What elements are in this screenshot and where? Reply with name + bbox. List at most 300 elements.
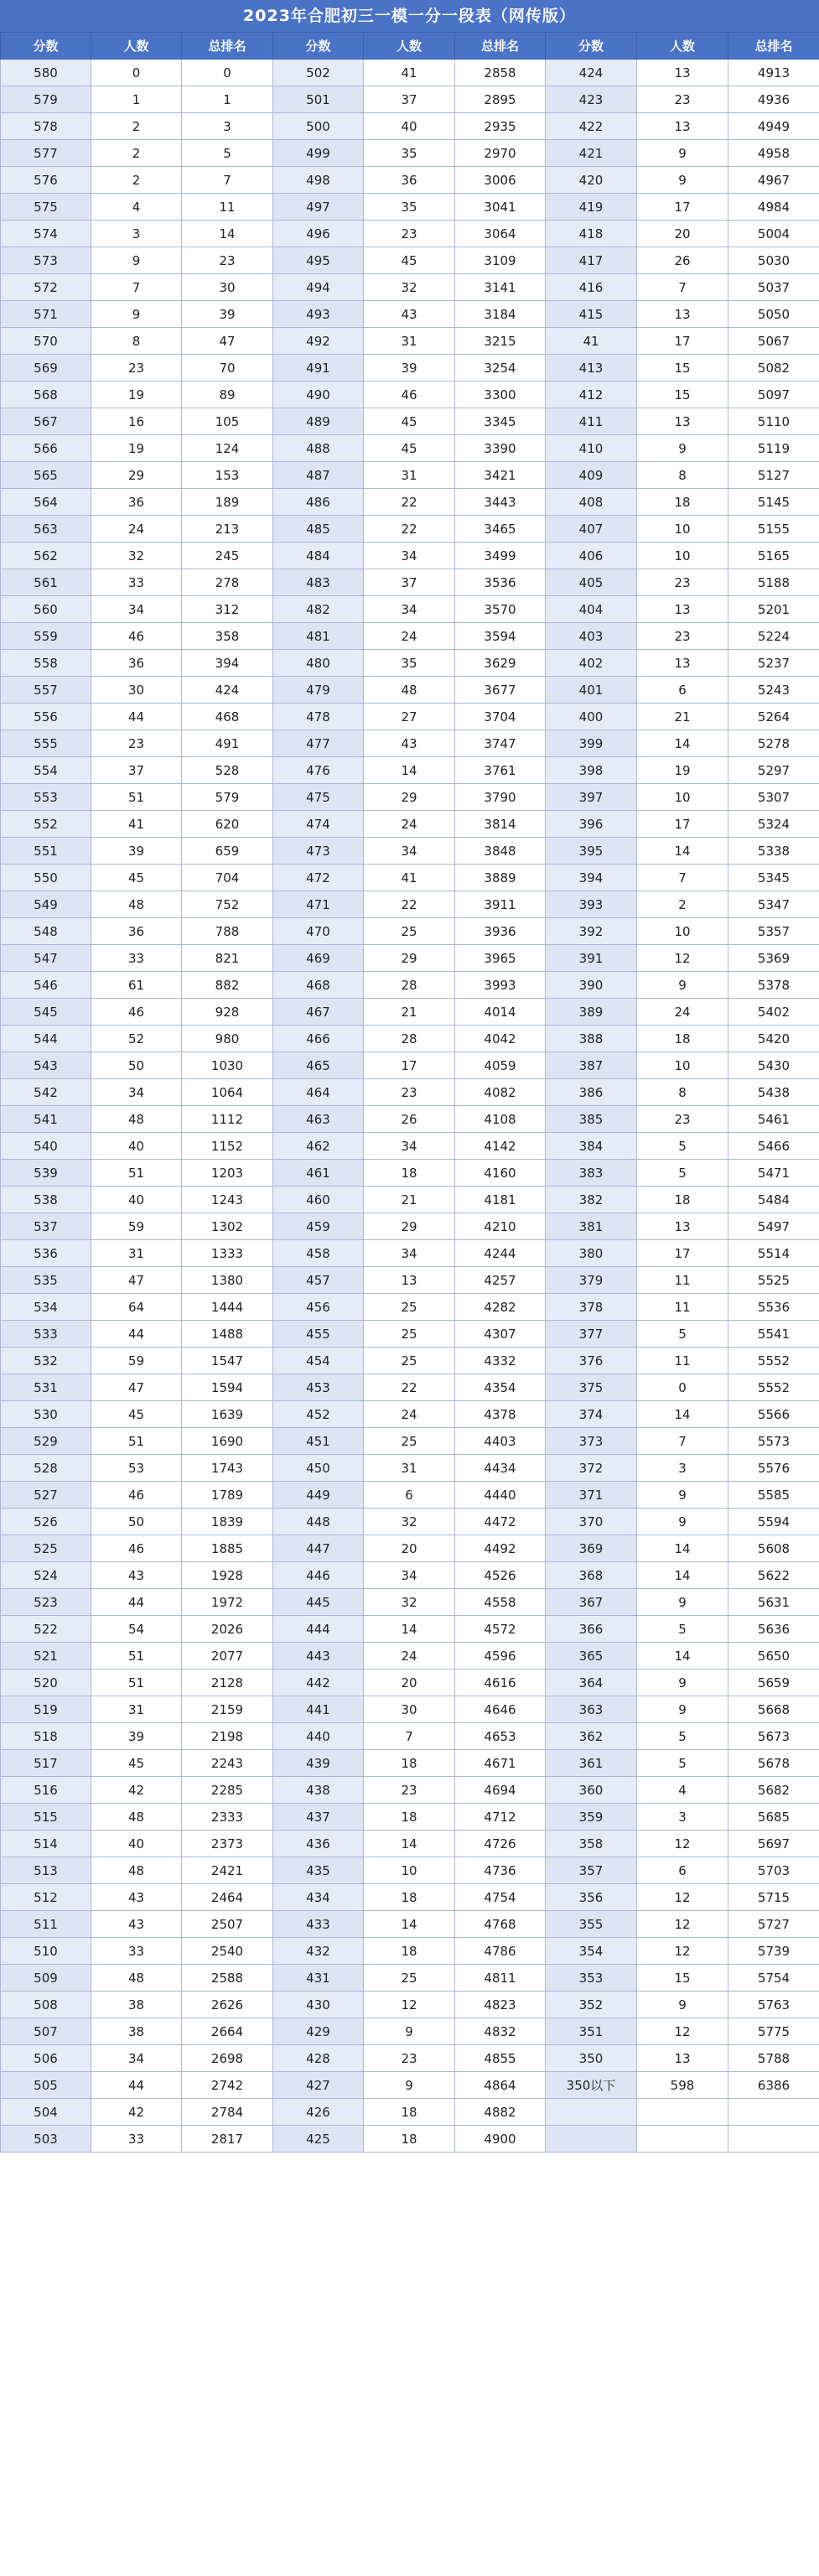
table-cell: 59: [91, 1348, 182, 1374]
table-cell: 12: [637, 1938, 728, 1965]
table-cell: 507: [1, 2018, 91, 2045]
table-cell: 23: [637, 1106, 728, 1133]
table-row: [1, 1079, 819, 1106]
table-cell: 499: [273, 140, 364, 167]
table-cell: 7: [637, 1428, 728, 1455]
table-cell: 3184: [455, 301, 546, 328]
table-cell: 559: [1, 623, 91, 650]
table-cell: 23: [364, 1777, 455, 1804]
table-cell: 422: [546, 113, 637, 140]
table-row: [1, 86, 819, 113]
table-cell: 5631: [728, 1589, 819, 1616]
table-cell: 395: [546, 838, 637, 865]
column-header: 人数: [364, 33, 455, 60]
table-cell: 5345: [728, 865, 819, 891]
table-cell: 2540: [182, 1938, 273, 1965]
table-cell: 2895: [455, 86, 546, 113]
table-cell: 2077: [182, 1643, 273, 1670]
table-cell: 4472: [455, 1509, 546, 1535]
table-row: [1, 167, 819, 194]
table-cell: 12: [637, 2018, 728, 2045]
table-cell: 13: [637, 60, 728, 86]
table-cell: 0: [637, 1374, 728, 1401]
table-cell: 3747: [455, 730, 546, 757]
table-cell: 421: [546, 140, 637, 167]
table-cell: 4160: [455, 1160, 546, 1187]
table-cell: 40: [91, 1831, 182, 1857]
table-cell: 4786: [455, 1938, 546, 1965]
table-cell: 35: [364, 194, 455, 221]
table-cell: 2698: [182, 2045, 273, 2072]
table-cell: 28: [364, 972, 455, 999]
table-cell: 5324: [728, 811, 819, 838]
table-cell: 480: [273, 650, 364, 677]
table-cell: 44: [91, 1321, 182, 1348]
table-cell: 39: [91, 1723, 182, 1750]
table-cell: 598: [637, 2072, 728, 2099]
table-cell: 9: [637, 972, 728, 999]
table-cell: 549: [1, 891, 91, 918]
table-cell: 5685: [728, 1804, 819, 1831]
table-row: [1, 972, 819, 999]
table-cell: 463: [273, 1106, 364, 1133]
table-cell: 14: [364, 1616, 455, 1643]
table-cell: 403: [546, 623, 637, 650]
table-cell: 394: [546, 865, 637, 891]
table-cell: 3006: [455, 167, 546, 194]
table-cell: 564: [1, 489, 91, 516]
table-cell: 278: [182, 569, 273, 596]
table-cell: 4913: [728, 60, 819, 86]
table-cell: 491: [273, 355, 364, 382]
table-row: [1, 1106, 819, 1133]
table-cell: 5347: [728, 891, 819, 918]
table-cell: 22: [364, 489, 455, 516]
table-cell: 350以下: [546, 2072, 637, 2099]
table-cell: 22: [364, 1374, 455, 1401]
table-cell: 2742: [182, 2072, 273, 2099]
table-row: [1, 1026, 819, 1052]
table-cell: 521: [1, 1643, 91, 1670]
table-cell: 1333: [182, 1240, 273, 1267]
table-cell: 5369: [728, 945, 819, 972]
table-cell: 495: [273, 247, 364, 274]
table-row: [1, 1428, 819, 1455]
table-cell: 573: [1, 247, 91, 274]
table-cell: 428: [273, 2045, 364, 2072]
table-cell: 452: [273, 1401, 364, 1428]
table-cell: 454: [273, 1348, 364, 1374]
table-cell: 46: [91, 999, 182, 1026]
table-cell: 358: [182, 623, 273, 650]
table-cell: 13: [364, 1267, 455, 1294]
table-cell: 379: [546, 1267, 637, 1294]
table-cell: 5: [637, 1723, 728, 1750]
table-cell: 5357: [728, 918, 819, 945]
table-cell: 9: [91, 301, 182, 328]
table-cell: 546: [1, 972, 91, 999]
table-cell: 528: [1, 1455, 91, 1482]
table-row: [1, 999, 819, 1026]
table-cell: 3064: [455, 221, 546, 247]
table-cell: 4378: [455, 1401, 546, 1428]
table-cell: 5573: [728, 1428, 819, 1455]
table-cell: 374: [546, 1401, 637, 1428]
table-cell: 4059: [455, 1052, 546, 1079]
table-cell: 47: [91, 1267, 182, 1294]
table-cell: 18: [637, 489, 728, 516]
table-cell: 9: [637, 167, 728, 194]
table-cell: 6: [364, 1482, 455, 1509]
table-cell: 14: [364, 757, 455, 784]
table-cell: 3848: [455, 838, 546, 865]
table-cell: 524: [1, 1562, 91, 1589]
table-cell: 560: [1, 596, 91, 623]
table-cell: 465: [273, 1052, 364, 1079]
table-cell: 3: [637, 1455, 728, 1482]
table-cell: 531: [1, 1374, 91, 1401]
table-cell: 3: [91, 221, 182, 247]
table-cell: [728, 2099, 819, 2126]
table-cell: 5307: [728, 784, 819, 811]
table-cell: 45: [91, 865, 182, 891]
table-cell: 4596: [455, 1643, 546, 1670]
table-cell: 70: [182, 355, 273, 382]
table-cell: 466: [273, 1026, 364, 1052]
table-cell: 1972: [182, 1589, 273, 1616]
table-cell: 9: [637, 435, 728, 462]
table-cell: 445: [273, 1589, 364, 1616]
table-cell: 1885: [182, 1535, 273, 1562]
table-cell: 14: [364, 1831, 455, 1857]
table-cell: 481: [273, 623, 364, 650]
table-row: [1, 1321, 819, 1348]
table-cell: 498: [273, 167, 364, 194]
table-cell: 453: [273, 1374, 364, 1401]
table-cell: 23: [364, 221, 455, 247]
table-cell: 545: [1, 999, 91, 1026]
table-cell: 533: [1, 1321, 91, 1348]
score-table: [0, 32, 819, 2153]
table-cell: 542: [1, 1079, 91, 1106]
table-cell: 5636: [728, 1616, 819, 1643]
table-cell: 48: [91, 1965, 182, 1992]
table-cell: 5243: [728, 677, 819, 704]
table-cell: 484: [273, 543, 364, 569]
table-cell: 45: [364, 435, 455, 462]
table-cell: 362: [546, 1723, 637, 1750]
table-row: [1, 516, 819, 543]
table-cell: 5402: [728, 999, 819, 1026]
table-cell: 571: [1, 301, 91, 328]
table-cell: 23: [637, 86, 728, 113]
table-cell: 579: [182, 784, 273, 811]
table-cell: 350: [546, 2045, 637, 2072]
table-cell: 5119: [728, 435, 819, 462]
table-cell: 3465: [455, 516, 546, 543]
table-cell: 547: [1, 945, 91, 972]
table-cell: 14: [637, 1401, 728, 1428]
table-cell: 29: [91, 462, 182, 489]
table-cell: 572: [1, 274, 91, 301]
table-cell: 13: [637, 408, 728, 435]
header-row: [1, 33, 819, 60]
table-cell: 501: [273, 86, 364, 113]
table-cell: 1789: [182, 1482, 273, 1509]
table-cell: 20: [364, 1535, 455, 1562]
column-header: 总排名: [728, 33, 819, 60]
table-row: [1, 274, 819, 301]
table-cell: 488: [273, 435, 364, 462]
table-cell: 39: [182, 301, 273, 328]
table-cell: 539: [1, 1160, 91, 1187]
table-row: [1, 1643, 819, 1670]
table-cell: 468: [273, 972, 364, 999]
table-cell: 48: [91, 1804, 182, 1831]
table-cell: 558: [1, 650, 91, 677]
table-cell: 14: [182, 221, 273, 247]
table-cell: 574: [1, 221, 91, 247]
table-cell: 351: [546, 2018, 637, 2045]
table-cell: 5697: [728, 1831, 819, 1857]
table-cell: 3761: [455, 757, 546, 784]
table-cell: 7: [637, 274, 728, 301]
table-cell: 519: [1, 1696, 91, 1723]
table-cell: 4108: [455, 1106, 546, 1133]
table-cell: 3570: [455, 596, 546, 623]
table-cell: 578: [1, 113, 91, 140]
table-cell: 528: [182, 757, 273, 784]
table-cell: 535: [1, 1267, 91, 1294]
table-cell: 9: [637, 1696, 728, 1723]
table-cell: 45: [364, 247, 455, 274]
table-cell: 449: [273, 1482, 364, 1509]
table-cell: 18: [364, 1160, 455, 1187]
table-cell: 9: [637, 1509, 728, 1535]
table-cell: 451: [273, 1428, 364, 1455]
table-cell: 0: [182, 60, 273, 86]
table-cell: 9: [364, 2018, 455, 2045]
table-row: [1, 328, 819, 355]
table-cell: 5030: [728, 247, 819, 274]
table-cell: 5497: [728, 1213, 819, 1240]
table-cell: 51: [91, 1643, 182, 1670]
table-cell: 427: [273, 2072, 364, 2099]
table-cell: 23: [91, 355, 182, 382]
table-row: [1, 918, 819, 945]
table-cell: 38: [91, 2018, 182, 2045]
table-cell: 5378: [728, 972, 819, 999]
table-cell: 552: [1, 811, 91, 838]
table-cell: 478: [273, 704, 364, 730]
table-cell: 548: [1, 918, 91, 945]
table-cell: 32: [364, 1509, 455, 1535]
table-row: [1, 408, 819, 435]
table-cell: 45: [91, 1401, 182, 1428]
table-row: [1, 2126, 819, 2153]
table-cell: 2626: [182, 1992, 273, 2018]
table-cell: 2026: [182, 1616, 273, 1643]
table-cell: 14: [637, 1535, 728, 1562]
table-cell: 51: [91, 1428, 182, 1455]
table-cell: 5566: [728, 1401, 819, 1428]
table-cell: 2243: [182, 1750, 273, 1777]
column-header: 分数: [273, 33, 364, 60]
table-cell: 4736: [455, 1857, 546, 1884]
table-row: [1, 1589, 819, 1616]
table-row: [1, 489, 819, 516]
table-cell: 34: [91, 1079, 182, 1106]
table-cell: 471: [273, 891, 364, 918]
table-cell: 563: [1, 516, 91, 543]
table-cell: 2588: [182, 1965, 273, 1992]
table-cell: 4882: [455, 2099, 546, 2126]
table-cell: 10: [364, 1857, 455, 1884]
table-cell: 3254: [455, 355, 546, 382]
table-cell: 44: [91, 1589, 182, 1616]
table-cell: 7: [364, 1723, 455, 1750]
table-cell: 5715: [728, 1884, 819, 1911]
table-cell: 363: [546, 1696, 637, 1723]
table-cell: 580: [1, 60, 91, 86]
table-cell: 4646: [455, 1696, 546, 1723]
table-cell: 31: [364, 328, 455, 355]
table-cell: 13: [637, 301, 728, 328]
table-cell: 388: [546, 1026, 637, 1052]
table-cell: 375: [546, 1374, 637, 1401]
table-cell: 32: [364, 274, 455, 301]
table-cell: 1380: [182, 1267, 273, 1294]
table-cell: 1928: [182, 1562, 273, 1589]
table-cell: 468: [182, 704, 273, 730]
table-row: [1, 704, 819, 730]
table-cell: 2: [91, 113, 182, 140]
table-cell: 523: [1, 1589, 91, 1616]
table-cell: 3141: [455, 274, 546, 301]
table-cell: 2464: [182, 1884, 273, 1911]
table-cell: 426: [273, 2099, 364, 2126]
table-cell: 376: [546, 1348, 637, 1374]
table-cell: 352: [546, 1992, 637, 2018]
table-row: [1, 677, 819, 704]
table-cell: 418: [546, 221, 637, 247]
table-cell: 38: [91, 1992, 182, 2018]
table-cell: 516: [1, 1777, 91, 1804]
table-cell: 373: [546, 1428, 637, 1455]
table-cell: 510: [1, 1938, 91, 1965]
table-cell: 18: [364, 2126, 455, 2153]
table-cell: 1444: [182, 1294, 273, 1321]
table-cell: 459: [273, 1213, 364, 1240]
table-cell: 4: [637, 1777, 728, 1804]
table-cell: 46: [91, 1482, 182, 1509]
table-cell: 570: [1, 328, 91, 355]
table-cell: 4403: [455, 1428, 546, 1455]
table-cell: 30: [182, 274, 273, 301]
table-cell: 43: [91, 1562, 182, 1589]
table-cell: 4811: [455, 1965, 546, 1992]
table-cell: 4558: [455, 1589, 546, 1616]
table-cell: 469: [273, 945, 364, 972]
table-cell: 378: [546, 1294, 637, 1321]
table-cell: 2935: [455, 113, 546, 140]
table-cell: 5004: [728, 221, 819, 247]
table-cell: 11: [637, 1294, 728, 1321]
table-cell: 22: [364, 516, 455, 543]
table-row: [1, 1133, 819, 1160]
table-cell: 18: [364, 2099, 455, 2126]
table-cell: 31: [91, 1240, 182, 1267]
table-cell: 32: [91, 543, 182, 569]
table-cell: 39: [364, 355, 455, 382]
table-row: [1, 2018, 819, 2045]
table-cell: 52: [91, 1026, 182, 1052]
table-cell: 37: [91, 757, 182, 784]
table-cell: 7: [637, 865, 728, 891]
table-cell: 105: [182, 408, 273, 435]
table-cell: 213: [182, 516, 273, 543]
table-cell: 509: [1, 1965, 91, 1992]
table-cell: 5525: [728, 1267, 819, 1294]
table-cell: 360: [546, 1777, 637, 1804]
table-cell: 0: [91, 60, 182, 86]
table-row: [1, 838, 819, 865]
table-cell: 13: [637, 2045, 728, 2072]
table-cell: 5338: [728, 838, 819, 865]
table-cell: 23: [364, 1079, 455, 1106]
table-cell: 5585: [728, 1482, 819, 1509]
table-cell: 6: [637, 677, 728, 704]
table-cell: 425: [273, 2126, 364, 2153]
table-cell: 370: [546, 1509, 637, 1535]
table-cell: 2970: [455, 140, 546, 167]
table-cell: 3704: [455, 704, 546, 730]
table-cell: 5608: [728, 1535, 819, 1562]
table-cell: 4712: [455, 1804, 546, 1831]
table-cell: 2: [91, 140, 182, 167]
table-cell: 4181: [455, 1187, 546, 1213]
table-cell: 476: [273, 757, 364, 784]
table-cell: 928: [182, 999, 273, 1026]
table-cell: 2198: [182, 1723, 273, 1750]
table-cell: 2: [637, 891, 728, 918]
table-cell: 424: [182, 677, 273, 704]
table-body: [1, 60, 819, 2153]
table-cell: 2373: [182, 1831, 273, 1857]
table-cell: 436: [273, 1831, 364, 1857]
table-cell: 2664: [182, 2018, 273, 2045]
table-cell: 3041: [455, 194, 546, 221]
table-cell: 557: [1, 677, 91, 704]
table-cell: 503: [1, 2126, 91, 2153]
table-cell: 397: [546, 784, 637, 811]
table-cell: 45: [364, 408, 455, 435]
table-cell: 821: [182, 945, 273, 972]
table-cell: 5278: [728, 730, 819, 757]
table-cell: 17: [364, 1052, 455, 1079]
table-cell: 540: [1, 1133, 91, 1160]
table-cell: 5471: [728, 1160, 819, 1187]
table-cell: 51: [91, 1160, 182, 1187]
table-cell: 4823: [455, 1992, 546, 2018]
table-cell: 5082: [728, 355, 819, 382]
table-cell: 620: [182, 811, 273, 838]
table-cell: 460: [273, 1187, 364, 1213]
table-row: [1, 757, 819, 784]
table-cell: 24: [364, 1643, 455, 1670]
table-cell: 1690: [182, 1428, 273, 1455]
table-cell: 440: [273, 1723, 364, 1750]
